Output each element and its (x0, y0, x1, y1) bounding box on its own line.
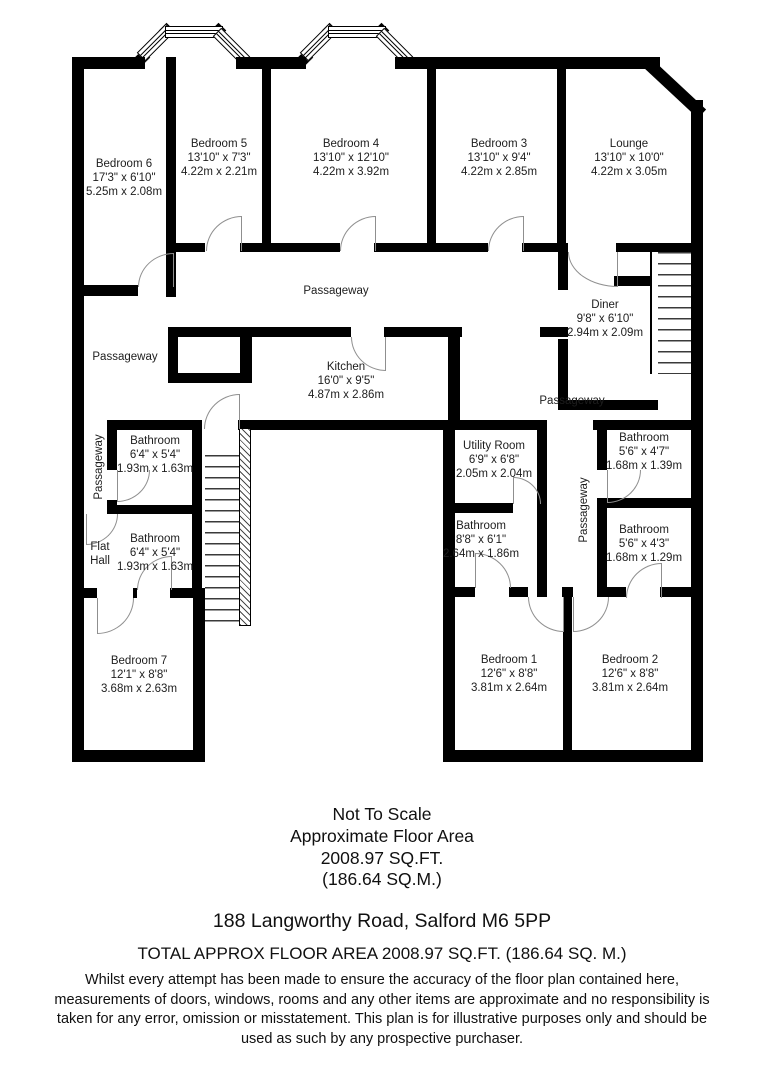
room-label-bedroom2 (592, 653, 668, 695)
disclaimer-text: Whilst every attempt has been made to ensure the accuracy of the floor plan contained here, measurements of doors, windows, rooms and any other items are approximate and no responsibility is taken for any error, omission or misstatement. This plan is for illustrative purposes only and should be used as such by any prospective purchaser. (54, 972, 710, 1047)
interior-wall (238, 420, 462, 430)
door-arc-lounge-diner (568, 252, 618, 287)
interior-wall (168, 327, 351, 337)
room-label-bedroom6 (86, 157, 162, 199)
interior-wall (427, 57, 436, 252)
door-arc-bedroom5 (206, 216, 242, 251)
room-dims-imperial: 12'1" x 8'8" (110, 669, 168, 681)
room-dims-imperial: 6'4" x 5'4" (129, 449, 181, 461)
room-dims-imperial: 5'6" x 4'7" (618, 446, 670, 458)
room-dims-metric: 4.22m x 3.05m (590, 166, 668, 178)
room-name: Hall (90, 555, 110, 567)
room-label-diner (567, 298, 643, 340)
property-address: 188 Langworthy Road, Salford M6 5PP (212, 910, 552, 932)
room-dims-metric: 5.25m x 2.08m (85, 186, 163, 198)
room-dims-metric: 2.05m x 2.04m (455, 468, 533, 480)
room-dims-metric: 1.68m x 1.39m (605, 460, 683, 472)
room-name: Diner (591, 299, 619, 311)
room-name: Bedroom 1 (480, 654, 538, 666)
room-dims-imperial: 13'10" x 12'10" (313, 152, 389, 164)
room-dims-metric: 3.68m x 2.63m (100, 683, 178, 695)
interior-wall (557, 57, 566, 252)
passageway-label-left-vertical: Passageway (93, 434, 105, 500)
room-name: Bathroom (619, 432, 669, 444)
room-dims-metric: 4.87m x 2.86m (307, 389, 385, 401)
room-dims-imperial: 13'10" x 7'3" (187, 152, 251, 164)
room-label-bedroom5 (181, 137, 257, 179)
interior-wall (607, 587, 626, 597)
door-arc-bathroom-right-lower (626, 563, 662, 598)
passageway-label-top: Passageway (303, 285, 369, 297)
room-dims-imperial: 6'4" x 5'4" (129, 547, 181, 559)
exterior-wall-left (72, 57, 84, 762)
room-dims-imperial: 8'8" x 6'1" (455, 534, 507, 546)
room-dims-metric: 4.22m x 3.92m (312, 166, 390, 178)
interior-wall (443, 503, 513, 513)
interior-wall (240, 327, 252, 383)
door-arc-bedroom2 (573, 597, 609, 632)
exterior-wall-bottom (72, 750, 205, 762)
staircase-central (205, 455, 239, 623)
room-dims-imperial: 9'8" x 6'10" (576, 313, 634, 325)
room-label-kitchen (308, 360, 384, 402)
room-dims-metric: 1.68m x 1.29m (605, 552, 683, 564)
room-dims-metric: 2.64m x 1.86m (442, 548, 520, 560)
room-name: Bedroom 3 (470, 138, 528, 150)
interior-wall (448, 327, 460, 430)
interior-wall (262, 57, 271, 252)
interior-wall (72, 588, 97, 598)
passageway-label-left: Passageway (92, 351, 158, 363)
interior-wall (557, 243, 568, 252)
interior-wall (443, 587, 475, 597)
interior-wall (558, 252, 568, 290)
room-dims-imperial: 13'10" x 10'0" (594, 152, 664, 164)
interior-wall (427, 243, 488, 252)
interior-wall (593, 420, 691, 430)
interior-wall (168, 373, 250, 383)
passageway-label-right-vertical: Passageway (578, 477, 590, 543)
room-dims-imperial: 6'9" x 6'8" (468, 454, 520, 466)
door-arc-bedroom4 (340, 216, 376, 251)
room-label-bedroom1 (471, 653, 547, 695)
room-dims-imperial: 5'6" x 4'3" (618, 538, 670, 550)
interior-wall (166, 243, 205, 252)
room-dims-metric: 3.81m x 2.64m (470, 682, 548, 694)
room-name: Flat (90, 541, 110, 553)
room-dims-metric: 4.22m x 2.85m (460, 166, 538, 178)
room-label-bedroom3 (461, 137, 537, 179)
area-label: Approximate Floor Area (290, 826, 474, 846)
exterior-wall-top (72, 57, 145, 69)
room-label-bathroom-left-upper (117, 434, 193, 476)
exterior-wall-right (691, 100, 703, 762)
room-name: Bedroom 6 (95, 158, 153, 170)
interior-wall (562, 587, 573, 597)
door-arc-stairs (204, 394, 240, 429)
room-name: Bathroom (130, 533, 180, 545)
room-dims-metric: 1.93m x 1.63m (116, 561, 194, 573)
interior-wall (509, 587, 528, 597)
interior-wall (107, 420, 202, 430)
room-name: Bedroom 5 (190, 138, 248, 150)
room-dims-metric: 3.81m x 2.64m (591, 682, 669, 694)
interior-wall (540, 327, 568, 337)
area-sqft: 2008.97 SQ.FT. (320, 848, 444, 868)
staircase-rail (239, 428, 251, 626)
interior-wall (107, 505, 202, 514)
room-name: Bedroom 2 (601, 654, 659, 666)
area-sqm: (186.64 SQ.M.) (322, 869, 442, 889)
room-name: Bedroom 7 (110, 655, 168, 667)
total-floor-area: TOTAL APPROX FLOOR AREA 2008.97 SQ.FT. (186.64 SQ. M.) (137, 944, 627, 963)
room-label-utility (456, 439, 532, 481)
scale-note: Not To Scale (332, 804, 432, 824)
door-arc-bedroom7 (97, 598, 134, 634)
room-dims-imperial: 12'6" x 8'8" (601, 668, 659, 680)
exterior-wall-top (236, 57, 306, 69)
room-name: Bedroom 4 (322, 138, 380, 150)
interior-wall (660, 587, 703, 597)
interior-wall (193, 588, 205, 762)
room-dims-imperial: 12'6" x 8'8" (480, 668, 538, 680)
room-label-bathroom-left-lower (117, 532, 193, 574)
room-label-bathroom-middle (443, 519, 519, 561)
room-name: Bathroom (619, 524, 669, 536)
room-name: Kitchen (326, 361, 366, 373)
passageway-label-right: Passageway (539, 395, 605, 407)
exterior-wall-bottom (443, 750, 703, 762)
room-label-bathroom-right-lower (606, 523, 682, 565)
room-label-lounge (591, 137, 667, 179)
door-arc-bedroom1 (528, 597, 564, 632)
interior-wall (563, 597, 572, 750)
interior-wall (616, 243, 703, 252)
room-dims-imperial: 17'3" x 6'10" (92, 172, 156, 184)
door-arc-bedroom6 (138, 253, 174, 287)
interior-wall (262, 243, 340, 252)
room-dims-metric: 2.94m x 2.09m (566, 327, 644, 339)
room-dims-metric: 1.93m x 1.63m (116, 463, 194, 475)
room-name: Utility Room (463, 440, 525, 452)
room-label-bedroom7 (101, 654, 177, 696)
door-arc-bedroom3 (488, 216, 524, 251)
room-name: Bathroom (456, 520, 506, 532)
interior-wall (539, 503, 547, 513)
room-name: Lounge (609, 138, 649, 150)
interior-wall (443, 420, 547, 430)
room-label-flat-hall (90, 540, 110, 568)
room-dims-imperial: 16'0" x 9'5" (317, 375, 375, 387)
room-label-bedroom4 (313, 137, 389, 179)
room-name: Bathroom (130, 435, 180, 447)
staircase-right (658, 252, 691, 374)
room-label-bathroom-right-upper (606, 431, 682, 473)
room-dims-imperial: 13'10" x 9'4" (467, 152, 531, 164)
interior-wall (72, 285, 138, 296)
room-dims-metric: 4.22m x 2.21m (180, 166, 258, 178)
